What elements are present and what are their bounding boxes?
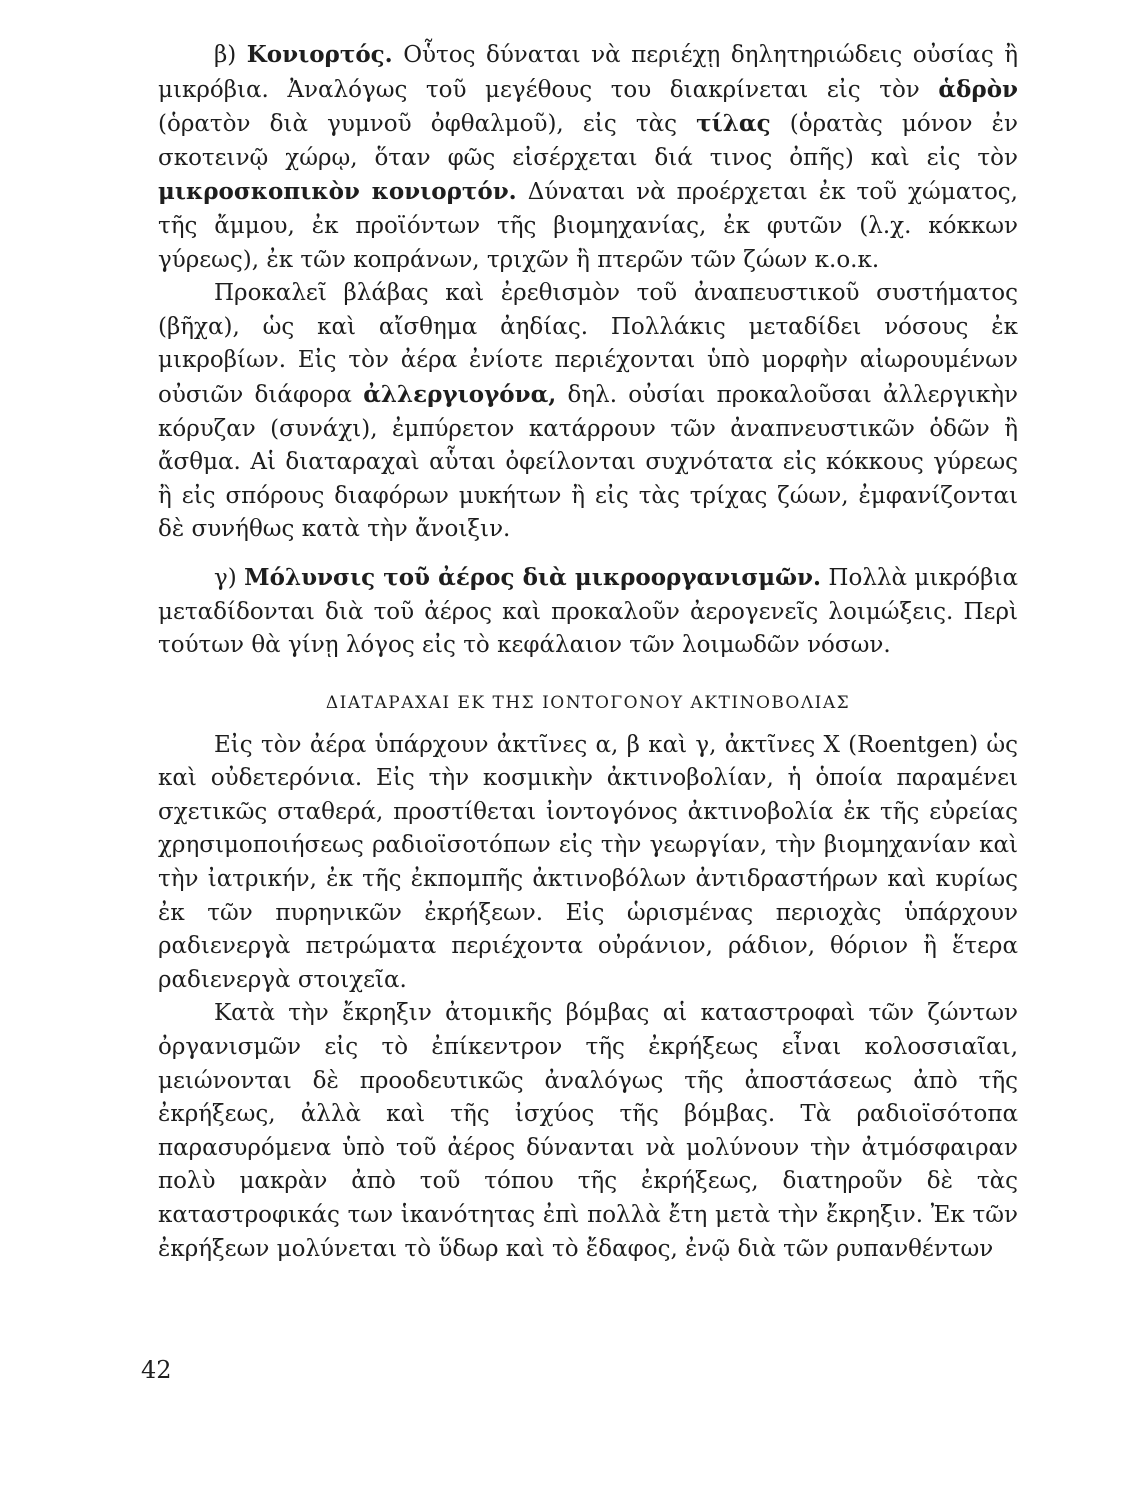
page-number: 42 [141,1356,172,1384]
term-motes: τίλας [696,110,771,138]
text-run: Πολλὰ μικρόβια μεταδίδονται διὰ τοῦ ἀέρος καὶ προκαλοῦν ἀερογενεῖς λοιμώξεις. Περὶ τούτων θὰ γίνῃ λόγος εἰς τὸ κεφάλαιον τῶν λοιμωδῶν νόσων. [158,564,1018,659]
section-label-b: β) [214,42,237,68]
page-body [158,38,1018,1266]
term-coarse: ἁδρὸν [938,75,1018,103]
text-run: Οὗτος δύναται νὰ περιέχῃ δηλητηριώδεις οὐσίας ἢ μικρόβια. Ἀναλόγως τοῦ μεγέθους του διακρίνεται εἰς τὸν [158,42,1018,103]
term-air-contamination: Μόλυνσις τοῦ ἀέρος διὰ μικροοργανισμῶν. [244,563,821,591]
paragraph-dust-effects [158,277,1018,547]
text-run: (ὁρατὰς μόνον ἐν σκοτεινῷ χώρῳ, ὅταν φῶς εἰσέρχεται διά τινος ὀπῆς) καὶ εἰς τὸν [158,111,1018,171]
paragraph-atomic-bomb: Κατὰ τὴν ἔκρηξιν ἀτομικῆς βόμβας αἱ καταστροφαὶ τῶν ζώντων ὀργανισμῶν εἰς τὸ ἐπίκεντρον τῆς ἐκρήξεως εἶναι κολοσσιαῖαι, μειώνονται δὲ προοδευτικῶς ἀναλόγως τῆς ἀποστάσεως ἀπὸ τῆς ἐκρήξεως, ἀλλὰ καὶ τῆς ἰσχύος τῆς βόμβας. Τὰ ραδιοϊσότοπα παρασυρόμενα ὑπὸ τοῦ ἀέρος δύνανται νὰ μολύνουν τὴν ἀτμόσφαιραν πολὺ μακρὰν ἀπὸ τοῦ τόπου τῆς ἐκρήξεως, διατηροῦν δὲ τὰς καταστροφικάς των ἱκανότητας ἐπὶ πολλὰ ἔτη μετὰ τὴν ἔκρηξιν. Ἐκ τῶν ἐκρήξεων μολύνεται τὸ ὕδωρ καὶ τὸ ἔδαφος, ἐνῷ διὰ τῶν ρυπανθέντων [158,1000,1018,1262]
term-allergens: ἀλλεργιογόνα, [363,380,557,408]
section-heading: ΔΙΑΤΑΡΑΧΑΙ ΕΚ ΤΗΣ ΙΟΝΤΟΓΟΝΟΥ ΑΚΤΙΝΟΒΟΛΙΑΣ [325,692,851,713]
text-run: (ὁρατὸν διὰ γυμνοῦ ὀφθαλμοῦ), εἰς τὰς [158,111,697,138]
text-run: Προκαλεῖ βλάβας καὶ ἐρεθισμὸν τοῦ ἀναπευστικοῦ συστήματος (βῆχα), ὡς καὶ αἴσθημα ἀηδίας. Πολλάκις μεταδίδει νόσους ἐκ μικροβίων. Εἰς τὸν ἀέρα ἐνίοτε περιέχονται ὑπὸ μορφὴν αἰωρουμένων οὐσιῶν διάφορα [158,280,1018,408]
term-microscopic-dust: μικροσκοπικὸν κονιορτόν. [158,178,517,206]
paragraph-dust [158,38,1018,277]
term-dust: Κονιορτός. [246,41,393,68]
paragraph-radiation: Εἰς τὸν ἀέρα ὑπάρχουν ἀκτῖνες α, β καὶ γ, ἀκτῖνες Χ (Roentgen) ὡς καὶ οὐδετερόνια. Εἰς τὴν κοσμικὴν ἀκτινοβολίαν, ἡ ὁποία παραμένει σχετικῶς σταθερά, προστίθεται ἰοντογόνος ἀκτινοβολία ἐκ τῆς εὐρείας χρησιμοποιήσεως ραδιοϊσοτόπων εἰς τὴν γεωργίαν, τὴν βιομηχανίαν καὶ τὴν ἰατρικήν, ἐκ τῆς ἐκπομπῆς ἀκτινοβόλων ἀντιδραστήρων καὶ κυρίως ἐκ τῶν πυρηνικῶν ἐκρήξεων. Εἰς ὡρισμένας περιοχὰς ὑπάρχουν ραδιενεργὰ πετρώματα περιέχοντα οὐράνιον, ράδιον, θόριον ἢ ἕτερα ραδιενεργὰ στοιχεῖα. [158,731,1018,993]
section-label-c: γ) [214,564,237,591]
text-run: δηλ. οὐσίαι προκαλοῦσαι ἀλλεργικὴν κόρυζαν (συνάχι), ἐμπύρετον κατάρρουν τῶν ἀναπνευστικῶν ὁδῶν ἢ ἄσθμα. Αἱ διαταραχαὶ αὗται ὀφείλονται συχνότατα εἰς κόκκους γύρεως ἢ εἰς σπόρους διαφόρων μυκήτων ἢ εἰς τὰς τρίχας ζώων, ἐμφανίζονται δὲ συνήθως κατὰ τὴν ἄνοιξιν. [158,381,1018,543]
paragraph-microorganisms [158,561,1018,663]
text-run: Δύναται νὰ προέρχεται ἐκ τοῦ χώματος, τῆς ἄμμου, ἐκ προϊόντων τῆς βιομηχανίας, ἐκ φυτῶν (λ.χ. κόκκων γύρεως), ἐκ τῶν κοπράνων, τριχῶν ἢ πτερῶν τῶν ζώων κ.ο.κ. [158,179,1018,273]
